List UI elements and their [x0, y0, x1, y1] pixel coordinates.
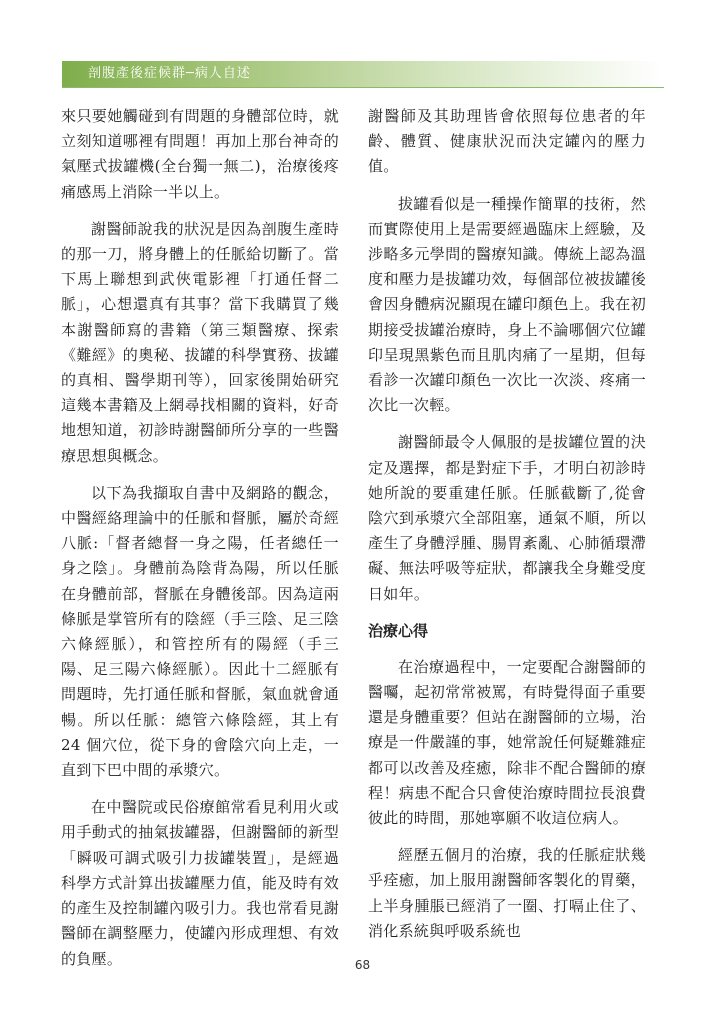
running-header-title: 剖腹產後症候群─病人自述 [88, 66, 251, 81]
paragraph: 謝醫師說我的狀況是因為剖腹生產時的那一刀，將身體上的任脈給切斷了。當下馬上聯想到武俠電影裡「打通任督二脈」，心想還真有其事？當下我購買了幾本謝醫師寫的書籍（第三類醫療、探索《難經》的奧秘、拔罐的科學實務、拔罐的真相、醫學期刊等），回家後開始研究這幾本書籍及上網尋找相關的資料，好奇地想知道，初診時謝醫師所分享的一些醫療思想與概念。 [61, 219, 339, 465]
paragraph: 經歷五個月的治療，我的任脈症狀幾乎痊癒，加上服用謝醫師客製化的胃藥，上半身腫脹已經消了一圈、打嗝止住了、消化系統與呼吸系統也 [368, 846, 646, 940]
paragraph: 來只要她觸碰到有問題的身體部位時，就立刻知道哪裡有問題！再加上那台神奇的氣壓式拔罐機(全台獨一無二)，治療後疼痛感馬上消除一半以上。 [61, 107, 339, 201]
paragraph: 在治療過程中，一定要配合謝醫師的醫囑，起初常常被罵，有時覺得面子重要還是身體重要？但站在謝醫師的立場，治療是一件嚴謹的事，她常說任何疑難雜症都可以改善及痊癒，除非不配合醫師的療程！病患不配合只會使治療時間拉長浪費彼此的時間，那她寧願不收這位病人。 [368, 657, 646, 828]
header-divider [62, 87, 664, 88]
paragraph: 拔罐看似是一種操作簡單的技術，然而實際使用上是需要經過臨床上經驗，及涉略多元學問的醫療知識。傳統上認為溫度和壓力是拔罐功效，每個部位被拔罐後會因身體病況顯現在罐印顏色上。我在初期接受拔罐治療時，身上不論哪個穴位罐印呈現黑紫色而且肌肉痛了一星期，但每看診一次罐印顏色一次比一次淡、疼痛一次比一次輕。 [368, 194, 646, 415]
section-heading: 治療心得 [368, 621, 429, 640]
paragraph: 在中醫院或民俗療館常看見利用火或用手動式的抽氣拔罐器，但謝醫師的新型「瞬吸可調式吸引力拔罐裝置」，是經過科學方式計算出拔罐壓力值，能及時有效的產生及控制罐內吸引力。我也常看見謝醫師在調整壓力，使罐內形成理想、有效的負壓。 [61, 798, 339, 968]
paragraph: 謝醫師最令人佩服的是拔罐位置的決定及選擇，都是對症下手，才明白初診時她所說的要重建任脈。任脈截斷了,從會陰穴到承漿穴全部阻塞，通氣不順，所以產生了身體浮腫、腸胃紊亂、心肺循環滯礙、無法呼吸等症狀，都讓我全身難受度日如年。 [368, 433, 646, 603]
paragraph: 以下為我擷取自書中及網路的觀念，中醫經絡理論中的任脈和督脈，屬於奇經八脈:「督者總督一身之陽，任者總任一身之陰」。身體前為陰背為陽，所以任脈在身體前部，督脈在身體後部。因為這兩條脈是掌管所有的陰經（手三陰、足三陰六條經脈），和管控所有的陽經（手三陽、足三陽六條經脈）。因此十二經脈有問題時，先打通任脈和督脈，氣血就會通暢。所以任脈：總管六條陰經，其上有 24 個穴位，從下身的會陰穴向上走，一直到下巴中間的承漿穴。 [61, 483, 339, 780]
left-column [61, 104, 339, 984]
page-number: 68 [354, 958, 371, 972]
paragraph: 謝醫師及其助理皆會依照每位患者的年齡、體質、健康狀況而決定罐內的壓力值。 [368, 107, 646, 176]
right-column [368, 104, 646, 956]
